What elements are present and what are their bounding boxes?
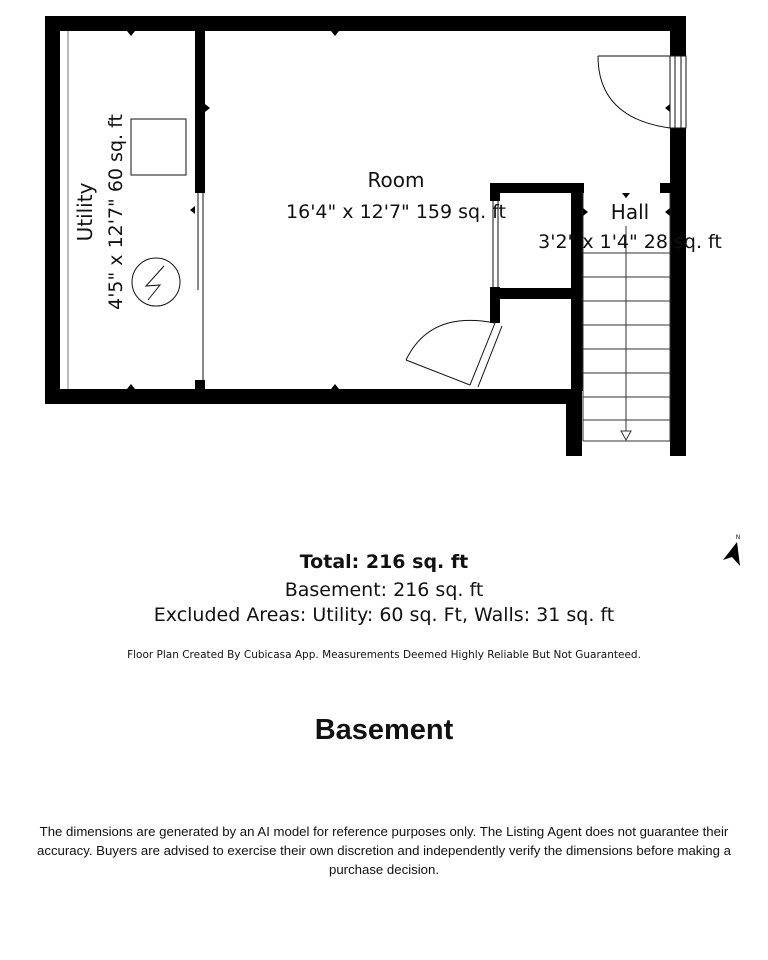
hall-dims-label: 3'2" x 1'4" 28 sq. ft (538, 231, 722, 253)
hall-name-label: Hall (610, 200, 650, 224)
entry-door (598, 56, 686, 128)
utility-box-icon (131, 119, 186, 175)
compass-label: N (735, 534, 741, 541)
total-area: Total: 216 sq. ft (299, 551, 469, 573)
stair-arrow-icon (621, 431, 631, 440)
room-name-label: Room (367, 168, 425, 192)
excluded-areas: Excluded Areas: Utility: 60 sq. Ft, Walls: 31 sq. ft (153, 604, 615, 626)
utility-dims-label: 4'5" x 12'7" 60 sq. ft (105, 114, 127, 310)
floor-title: Basement (314, 714, 454, 746)
electric-panel-icon (132, 258, 180, 306)
floor-area: Basement: 216 sq. ft (284, 579, 484, 601)
disclaimer: The dimensions are generated by an AI model for reference purposes only. The Listing Agent does not guarantee their accuracy. Buyers are advised to exercise their own discretion and independently verify the dimensions before making a purchase decision. (37, 824, 731, 877)
utility-sliding-door (198, 193, 203, 380)
room-door (406, 320, 502, 387)
room-dims-label: 16'4" x 12'7" 159 sq. ft (286, 201, 506, 223)
credit-note: Floor Plan Created By Cubicasa App. Measurements Deemed Highly Reliable But Not Guaranteed. (127, 649, 641, 661)
utility-name-label: Utility (73, 182, 97, 242)
